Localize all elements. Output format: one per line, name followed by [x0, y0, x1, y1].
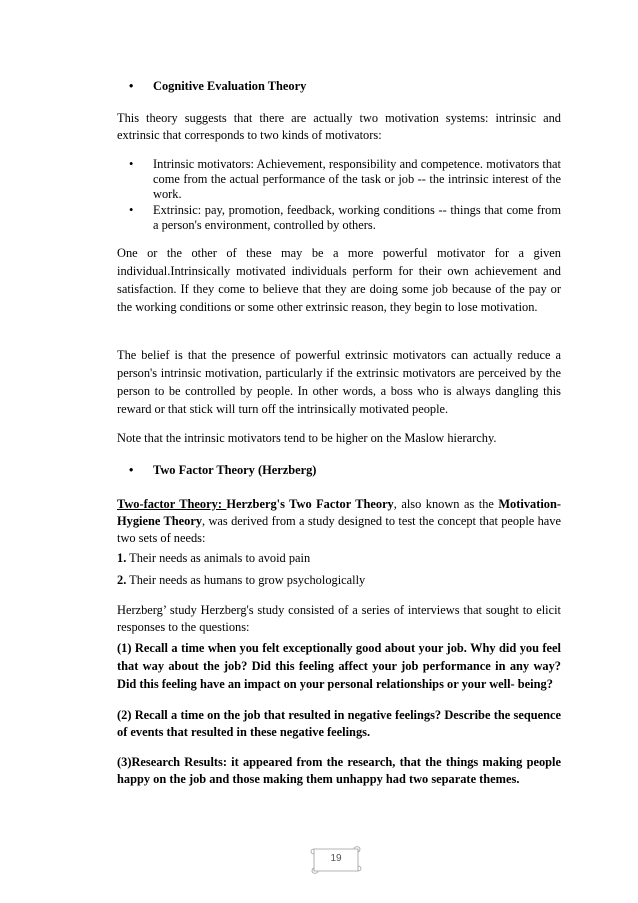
paragraph-maslow-note: Note that the intrinsic motivators tend to be higher on the Maslow hierarchy.: [117, 431, 497, 445]
page-number: 19: [330, 853, 342, 864]
section-heading-two-factor: • Two Factor Theory (Herzberg): [129, 463, 317, 477]
need-item: 1. Their needs as animals to avoid pain: [117, 551, 311, 565]
paragraph-definition: Two-factor Theory: Herzberg's Two Factor Theory, also known as the Motivation-Hygiene Theory, was derived from a study designed to test the concept that people have two sets of needs:: [117, 497, 562, 546]
bullet-icon: •: [129, 463, 134, 477]
paragraph-intro: This theory suggests that there are actually two motivation systems: intrinsic and extrinsic that corresponds to two kinds of motivators:: [117, 111, 561, 143]
question-3: (3)Research Results: it appeared from the research, that the things making people happy on the job and those making them unhappy had two separate themes.: [117, 755, 561, 787]
bullet-icon: •: [129, 157, 134, 171]
paragraph-belief: The belief is that the presence of powerful extrinsic motivators can actually reduce a person's intrinsic motivation, particularly if the extrinsic motivators are perceived by the person to be controlled by people. In other words, a boss who is always dangling this reward or that stick will turn off the intrinsically motivated people.: [117, 348, 561, 416]
bullet-icon: •: [129, 203, 134, 217]
bullet-icon: •: [129, 79, 134, 93]
paragraph-motivator: One or the other of these may be a more powerful motivator for a given individual.Intrinsically motivated individuals perform for their own achievement and satisfaction. If they come to believe that they are doing some job because of the pay or the working conditions or some other extrinsic reason, they begin to lose motivation.: [117, 246, 561, 314]
page-number-badge: [308, 845, 364, 875]
list-item: • Intrinsic motivators: Achievement, responsibility and competence. motivators that come from the actual performance of the task or job -- the intrinsic interest of the work.: [129, 157, 561, 201]
need-item: 2. Their needs as humans to grow psychologically: [117, 573, 366, 587]
question-1: (1) Recall a time when you felt exceptionally good about your job. Why did you feel that way about the job? Did this feeling affect your job performance in any way? Did this feeling have an impact on your personal relationships or your well- being?: [117, 641, 561, 691]
section-heading-cognitive: • Cognitive Evaluation Theory: [129, 79, 307, 93]
paragraph-study: Herzberg’ study Herzberg's study consisted of a series of interviews that sought to elicit responses to the questions:: [117, 603, 561, 635]
question-2: (2) Recall a time on the job that resulted in negative feelings? Describe the sequence of events that resulted in these negative feelings.: [117, 708, 561, 740]
list-item: • Extrinsic: pay, promotion, feedback, working conditions -- things that come from a person's environment, controlled by others.: [129, 203, 561, 232]
